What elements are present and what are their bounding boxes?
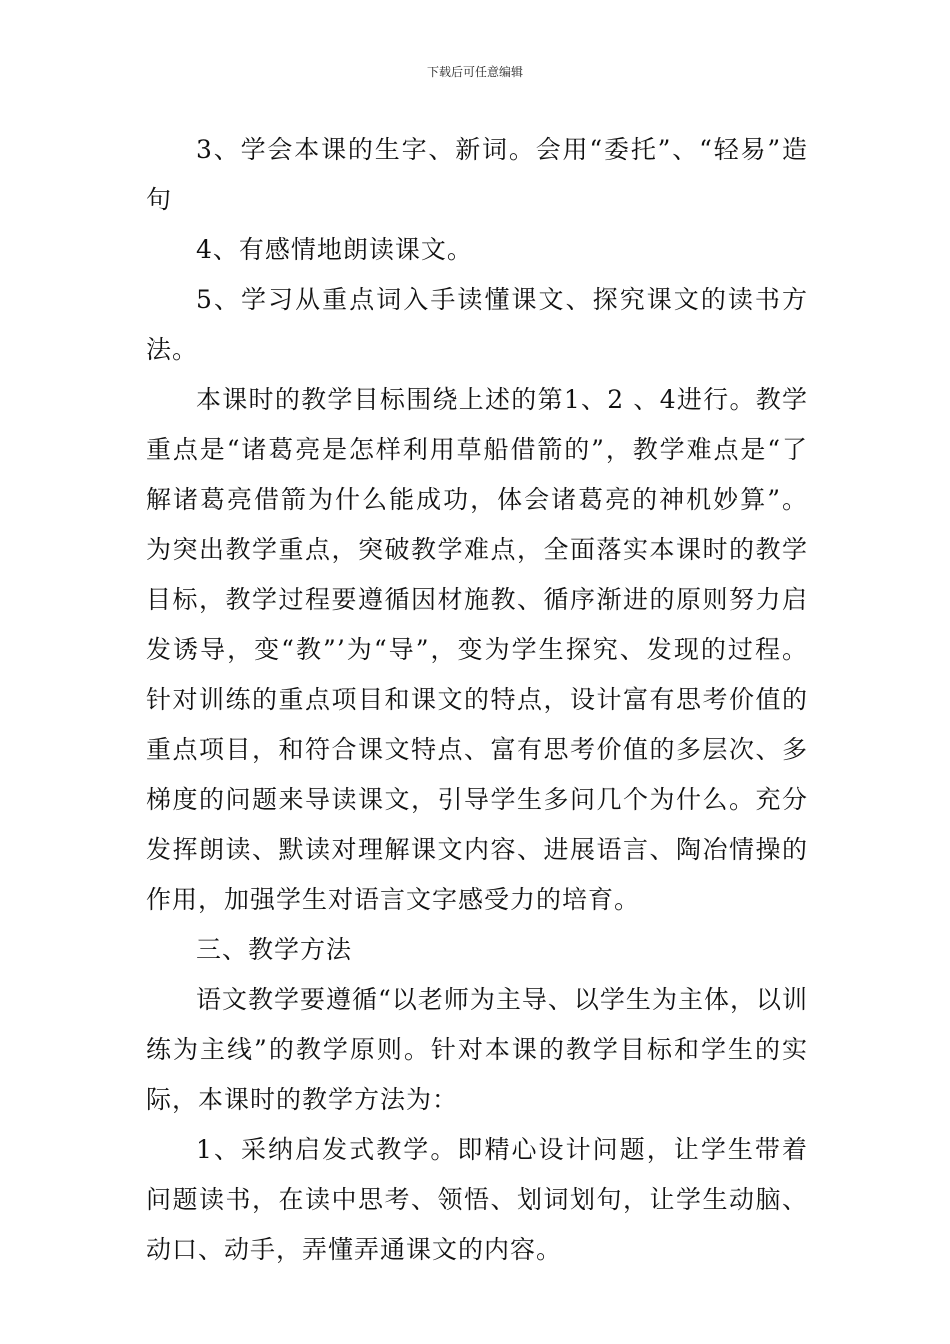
objective-3-paragraph: 3、学会本课的生字、新词。会用“委托”、“轻易”造句 <box>146 135 808 214</box>
lesson-goals-paragraph: 本课时的教学目标围绕上述的第1、2 、4进行。教学重点是“诸葛亮是怎样利用草船借箭的”，教学难点是“了解诸葛亮借箭为什么能成功，体会诸葛亮的神机妙算”。为突出教学重点，突破教学难点，全面落实本课时的教学目标，教学过程要遵循因材施教、循序渐进的原则努力启发诱导，变“教”’为“导”，变为学生探究、发现的过程。针对训练的重点项目和课文的特点，设计富有思考价值的重点项目，和符合课文特点、富有思考价值的多层次、多梯度的问题来导读课文，引导学生多问几个为什么。充分发挥朗读、默读对理解课文内容、进展语言、陶冶情操的作用，加强学生对语言文字感受力的培育。 <box>146 385 808 914</box>
teaching-principle-paragraph: 语文教学要遵循“以老师为主导、以学生为主体，以训练为主线”的教学原则。针对本课的教学目标和学生的实际，本课时的教学方法为： <box>146 985 808 1114</box>
document-body <box>146 125 808 1275</box>
section-heading-teaching-methods: 三、教学方法 <box>196 935 353 964</box>
objective-4-paragraph: 4、有感情地朗读课文。 <box>196 235 473 264</box>
method-1-paragraph: 1、采纳启发式教学。即精心设计问题，让学生带着问题读书，在读中思考、领悟、划词划句，让学生动脑、动口、动手，弄懂弄通课文的内容。 <box>146 1135 808 1264</box>
objective-5-paragraph: 5、学习从重点词入手读懂课文、探究课文的读书方法。 <box>146 285 808 364</box>
page-header: 下载后可任意编辑 <box>426 65 523 79</box>
